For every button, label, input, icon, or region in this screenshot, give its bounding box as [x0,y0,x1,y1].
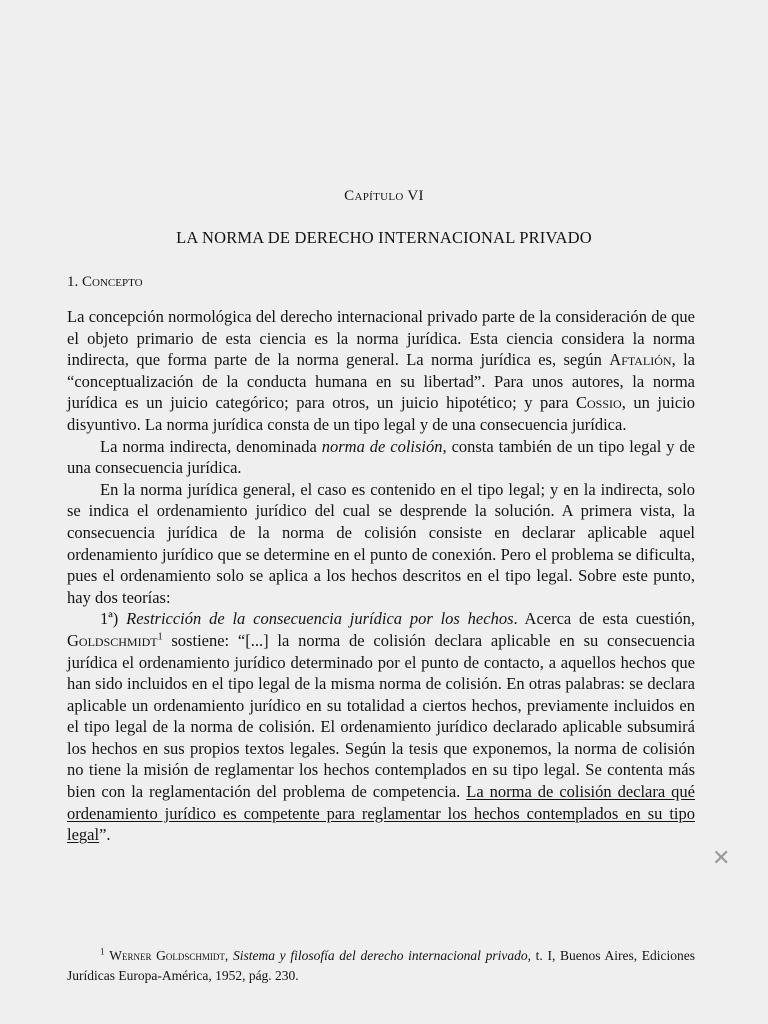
paragraph-1 [67,306,695,436]
footnote-text-a: , [224,948,233,963]
author-goldschmidt: Goldschmidt [67,630,158,650]
footnote-author: Werner Goldschmidt [109,948,225,963]
p1-text-c: , un juicio disyuntivo. La norma jurídica consta de un tipo legal y de una consecuencia jurídica. [67,393,696,434]
chapter-label [0,188,768,205]
chapter-numeral: VI [407,188,424,204]
handwritten-margin-mark-icon: ✕ [712,846,731,871]
p2-text-b: , consta también de un tipo legal y de una consecuencia jurídica. [67,436,695,478]
p4-number: 1ª) [100,609,119,629]
chapter-prefix: Capítulo [344,188,404,204]
paragraph-2 [67,436,695,479]
chapter-title: LA NORMA DE DERECHO INTERNACIONAL PRIVADO [176,228,592,247]
p1-text-a: La concepción normológica del derecho internacional privado parte de la consideración de que el objeto primario de esta ciencia es la norma jurídica. Esta ciencia considera la norma indirecta, que forma parte de la norma general. La norma jurídica es, según [67,307,695,370]
p4-text-end: ”. [99,825,111,845]
footnote-ref[interactable]: 1 [157,631,163,643]
footnote [67,946,695,986]
paragraph-3: En la norma jurídica general, el caso es contenido en el tipo legal; y en la indirecta, solo se indica el ordenamiento jurídico del cual se desprende la solución. A primera vista, la consecuencia jurídica de la norma de colisión consiste en declarar aplicable aquel ordenamiento jurídico que se determine en el punto de conexión. Pero el problema se dificulta, pues el ordenamiento solo se aplica a los hechos descritos en el tipo legal. Sobre este punto, hay dos teorías: [67,479,695,607]
p4-text-b: sostiene: “[...] la norma de colisión declara aplicable en su consecuencia jurídica el ordenamiento jurídico determinado por el punto de contacto, a aquellos hechos que han sido incluidos en el tipo legal de la misma norma de colisión. En otras palabras: se declara aplicable un ordenamiento jurídico en su totalidad a ciertos hechos, previamente incluidos en el tipo legal de la norma de colisión. El ordenamiento jurídico declarado aplicable subsumirá los hechos en sus propios textos legales. Según la tesis que exponemos, la norma de colisión no tiene la misión de reglamentar los hechos contemplados en su tipo legal. Se contenta más bien con la reglamentación del problema de competencia. [67,630,695,802]
footnote-mark: 1 [100,946,105,957]
p4-text-a: . Acerca de esta cuestión, [513,609,696,629]
section-title: Concepto [82,274,143,290]
author-cossio: Cossio [576,393,622,413]
p1-text-b: , la “conceptualización de la conducta humana en su libertad”. Para unos autores, la norma jurídica es un juicio categórico; para otros, un juicio hipotético; y para [67,350,695,413]
footnote-text-b: , t. I, Buenos Aires, Ediciones Jurídicas Europa-América, 1952, pág. 230. [67,948,696,983]
section-heading [67,274,143,291]
paragraph-4 [67,608,695,846]
term-norma-de-colision: norma de colisión [321,436,443,456]
underlined-quote: La norma de colisión declara qué ordenamiento jurídico es competente para reglamentar los hechos contemplados en su tipo legal [67,782,695,845]
p4-heading: Restricción de la consecuencia jurídica por los hechos [126,609,514,629]
footnote-work: Sistema y filosofía del derecho internacional privado [232,948,528,963]
section-number: 1. [67,274,79,290]
author-aftalion: Aftalión [609,350,672,370]
p2-text-a: La norma indirecta, denominada [100,436,322,456]
body-text [67,306,695,846]
